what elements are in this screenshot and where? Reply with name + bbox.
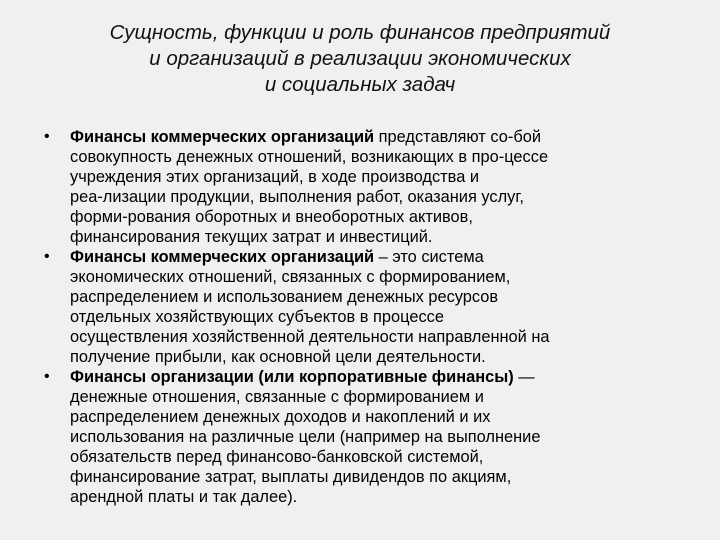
bullet-first-line — [70, 127, 720, 147]
bullet-item — [0, 247, 720, 367]
bullet-line: форми-рования оборотных и внеоборотных активов, — [70, 208, 473, 226]
bullet-line: использования на различные цели (например на выполнение — [70, 428, 541, 446]
bullet-lead-term: Финансы коммерческих организаций — [70, 248, 375, 266]
bullet-item — [0, 127, 720, 247]
bullet-line: получение прибыли, как основной цели деятельности. — [70, 348, 486, 366]
bullet-line: финансирования текущих затрат и инвестиций. — [70, 228, 433, 246]
bullet-line: реа-лизации продукции, выполнения работ, оказания услуг, — [70, 188, 524, 206]
bullet-line: обязательств перед финансово-банковской системой, — [70, 448, 484, 466]
slide-title-line-2: и организаций в реализации экономических — [149, 47, 571, 70]
bullet-lead-term: Финансы организации (или корпоративные финансы) — [70, 368, 514, 386]
slide-title-line-3: и социальных задач — [264, 73, 456, 96]
bullet-dot-icon: • — [44, 128, 50, 145]
bullet-first-rest: – это система — [374, 248, 484, 266]
bullet-line: учреждения этих организаций, в ходе производства и — [70, 168, 480, 186]
bullet-text — [70, 247, 720, 367]
bullet-text — [70, 367, 720, 507]
bullet-line: распределением денежных доходов и накоплений и их — [70, 408, 491, 426]
bullet-line: экономических отношений, связанных с формированием, — [70, 268, 511, 286]
slide-title — [40, 20, 680, 98]
bullet-first-line — [70, 247, 720, 267]
bullet-text — [70, 127, 720, 247]
bullet-first-rest: представляют со-бой — [374, 128, 541, 146]
bullet-line: осуществления хозяйственной деятельности направленной на — [70, 328, 550, 346]
bullet-first-line — [70, 367, 720, 387]
bullet-dot-icon: • — [44, 248, 50, 265]
bullet-item — [0, 367, 720, 507]
bullet-line: совокупность денежных отношений, возникающих в про-цессе — [70, 148, 549, 166]
bullet-first-rest: — — [513, 368, 535, 386]
slide-title-line-1: Сущность, функции и роль финансов предприятий — [109, 21, 611, 44]
bullet-line: денежные отношения, связанные с формированием и — [70, 388, 484, 406]
bullet-dot-icon: • — [44, 368, 50, 385]
bullet-line: отдельных хозяйствующих субъектов в процессе — [70, 308, 444, 326]
bullet-lead-term: Финансы коммерческих организаций — [70, 128, 375, 146]
bullet-line: арендной платы и так далее). — [70, 488, 298, 506]
bullet-list — [0, 127, 720, 507]
bullet-line: финансирование затрат, выплаты дивидендов по акциям, — [70, 468, 512, 486]
bullet-line: распределением и использованием денежных ресурсов — [70, 288, 499, 306]
